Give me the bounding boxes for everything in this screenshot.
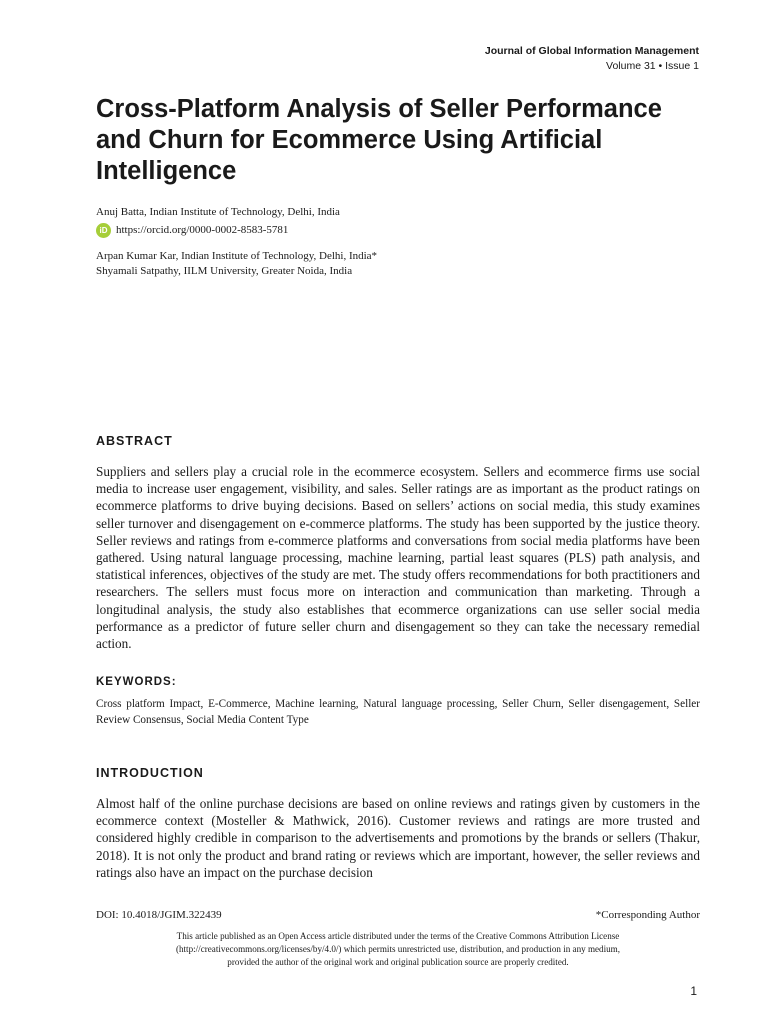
journal-name: Journal of Global Information Management	[484, 45, 699, 57]
introduction-text: Almost half of the online purchase decisions are based on online reviews and ratings given by customers in the ecommerce context (Mosteller & Mathwick, 2016). Customer reviews and ratings are more trusted and considered highly credible in comparison to the advertisements and promotions by the brands or sellers (Thakur, 2018). It is not only the product and brand rating or reviews which are important, however, the seller reviews and ratings also have an impact on the purchase decision	[96, 796, 700, 880]
author-3: Shyamali Satpathy, IILM University, Greater Noida, India	[96, 265, 353, 277]
journal-volume-issue: Volume 31 • Issue 1	[606, 60, 699, 72]
author-1: Anuj Batta, Indian Institute of Technology, Delhi, India	[96, 206, 340, 218]
license-line: provided the author of the original work and original publication source are properly credited.	[227, 957, 569, 967]
footer-row	[96, 909, 700, 921]
orcid-link[interactable]: https://orcid.org/0000-0002-8583-5781	[116, 224, 289, 236]
author-2: Arpan Kumar Kar, Indian Institute of Technology, Delhi, India*	[96, 250, 378, 262]
license-line: (http://creativecommons.org/licenses/by/4.0/) which permits unrestricted use, distribution, and production in any medium,	[175, 944, 621, 954]
page-number: 1	[690, 984, 697, 998]
corresponding-author-note: *Corresponding Author	[595, 909, 700, 921]
license-line: This article published as an Open Access article distributed under the terms of the Creative Commons Attribution License	[176, 931, 620, 941]
keywords-heading: KEYWORDS:	[96, 676, 177, 688]
orcid-row	[96, 223, 377, 238]
license-notice	[96, 930, 700, 969]
doi-text[interactable]: DOI: 10.4018/JGIM.322439	[96, 909, 222, 921]
keywords-text: Cross platform Impact, E-Commerce, Machine learning, Natural language processing, Seller Churn, Seller disengagement, Seller Review Consensus, Social Media Content Type	[96, 698, 700, 726]
abstract-text: Suppliers and sellers play a crucial role in the ecommerce ecosystem. Sellers and ecommerce firms use social media to increase user engagement, visibility, and sales. Seller ratings are as important as the product ratings on ecommerce platforms to drive buying decisions. Based on sellers’ actions on social media, this study examines seller turnover and disengagement on e-commerce platforms. The study has been supported by the justice theory. Seller reviews and ratings from e-commerce platforms and conversations from social media platforms have been gathered. Using natural language processing, machine learning, partial least squares (PLS) path analysis, and statistical inferences, objectives of the study are met. The study offers recommendations for both practitioners and researchers. The sellers must focus more on interaction and communication than marketing. Through a longitudinal analysis, the study also establishes that ecommerce organizations can use seller social media performance as a predictor of future seller churn and disengagement so they can take the necessary remedial action.	[96, 464, 700, 652]
paper-title: Cross-Platform Analysis of Seller Performance and Churn for Ecommerce Using Artificial Intelligence	[96, 95, 662, 185]
journal-header	[485, 44, 699, 74]
orcid-icon: iD	[96, 223, 111, 238]
introduction-heading: INTRODUCTION	[96, 766, 204, 780]
abstract-heading: ABSTRACT	[96, 434, 173, 448]
author-list	[96, 205, 377, 279]
